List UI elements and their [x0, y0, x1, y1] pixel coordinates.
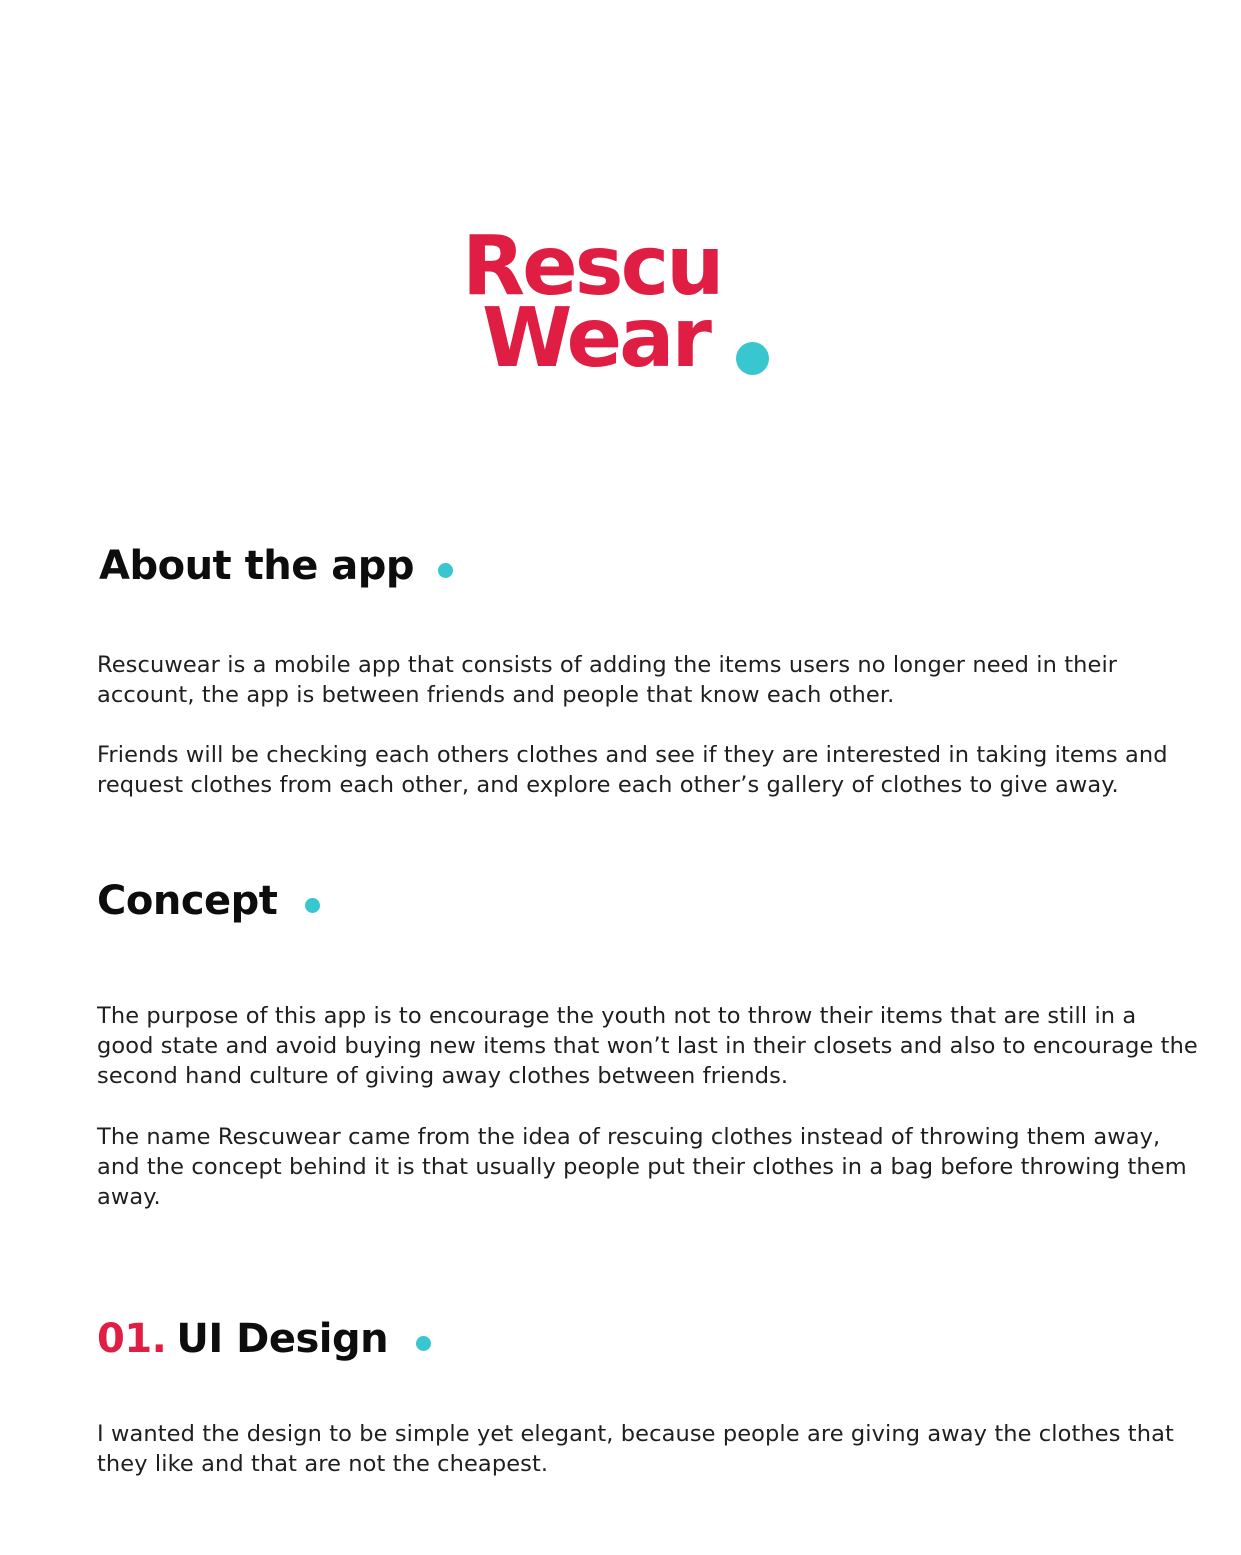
- logo-dot-icon: [736, 342, 769, 375]
- text-line: second hand culture of giving away clothes between friends.: [97, 1063, 789, 1089]
- logo-text-line-2: Wear: [482, 291, 709, 386]
- ui-design-heading-text: UI Design: [176, 1316, 389, 1362]
- text-line: and the concept behind it is that usually people put their clothes in a bag before throwing them: [97, 1154, 1187, 1180]
- text-line: I wanted the design to be simple yet elegant, because people are giving away the clothes that: [97, 1421, 1174, 1447]
- text-line: account, the app is between friends and people that know each other.: [97, 682, 895, 708]
- text-line: away.: [97, 1184, 161, 1210]
- ui-design-heading: [97, 1315, 431, 1363]
- concept-heading: [97, 877, 320, 925]
- text-line: The name Rescuwear came from the idea of rescuing clothes instead of throwing them away,: [97, 1124, 1161, 1150]
- concept-heading-text: Concept: [97, 878, 278, 924]
- concept-paragraph-1: [97, 1001, 1207, 1091]
- text-line: Friends will be checking each others clothes and see if they are interested in taking items and: [97, 742, 1168, 768]
- text-line: The purpose of this app is to encourage the youth not to throw their items that are still in a: [97, 1003, 1137, 1029]
- rescuwear-logo: [462, 219, 782, 386]
- about-heading: [99, 542, 453, 590]
- about-paragraph-2: [97, 740, 1207, 800]
- about-paragraph-1: [97, 650, 1207, 710]
- bullet-dot-icon: [438, 563, 453, 578]
- text-line: good state and avoid buying new items that won’t last in their closets and also to encourage the: [97, 1033, 1198, 1059]
- ui-design-paragraph-1: [97, 1419, 1207, 1479]
- section-number: 01.: [97, 1316, 167, 1362]
- about-heading-text: About the app: [99, 543, 415, 589]
- text-line: they like and that are not the cheapest.: [97, 1451, 549, 1477]
- text-line: Rescuwear is a mobile app that consists of adding the items users no longer need in their: [97, 652, 1118, 678]
- logo-text-line-1: Rescu: [462, 219, 722, 314]
- text-line: request clothes from each other, and explore each other’s gallery of clothes to give away.: [97, 772, 1119, 798]
- bullet-dot-icon: [416, 1336, 431, 1351]
- concept-paragraph-2: [97, 1122, 1207, 1212]
- bullet-dot-icon: [305, 898, 320, 913]
